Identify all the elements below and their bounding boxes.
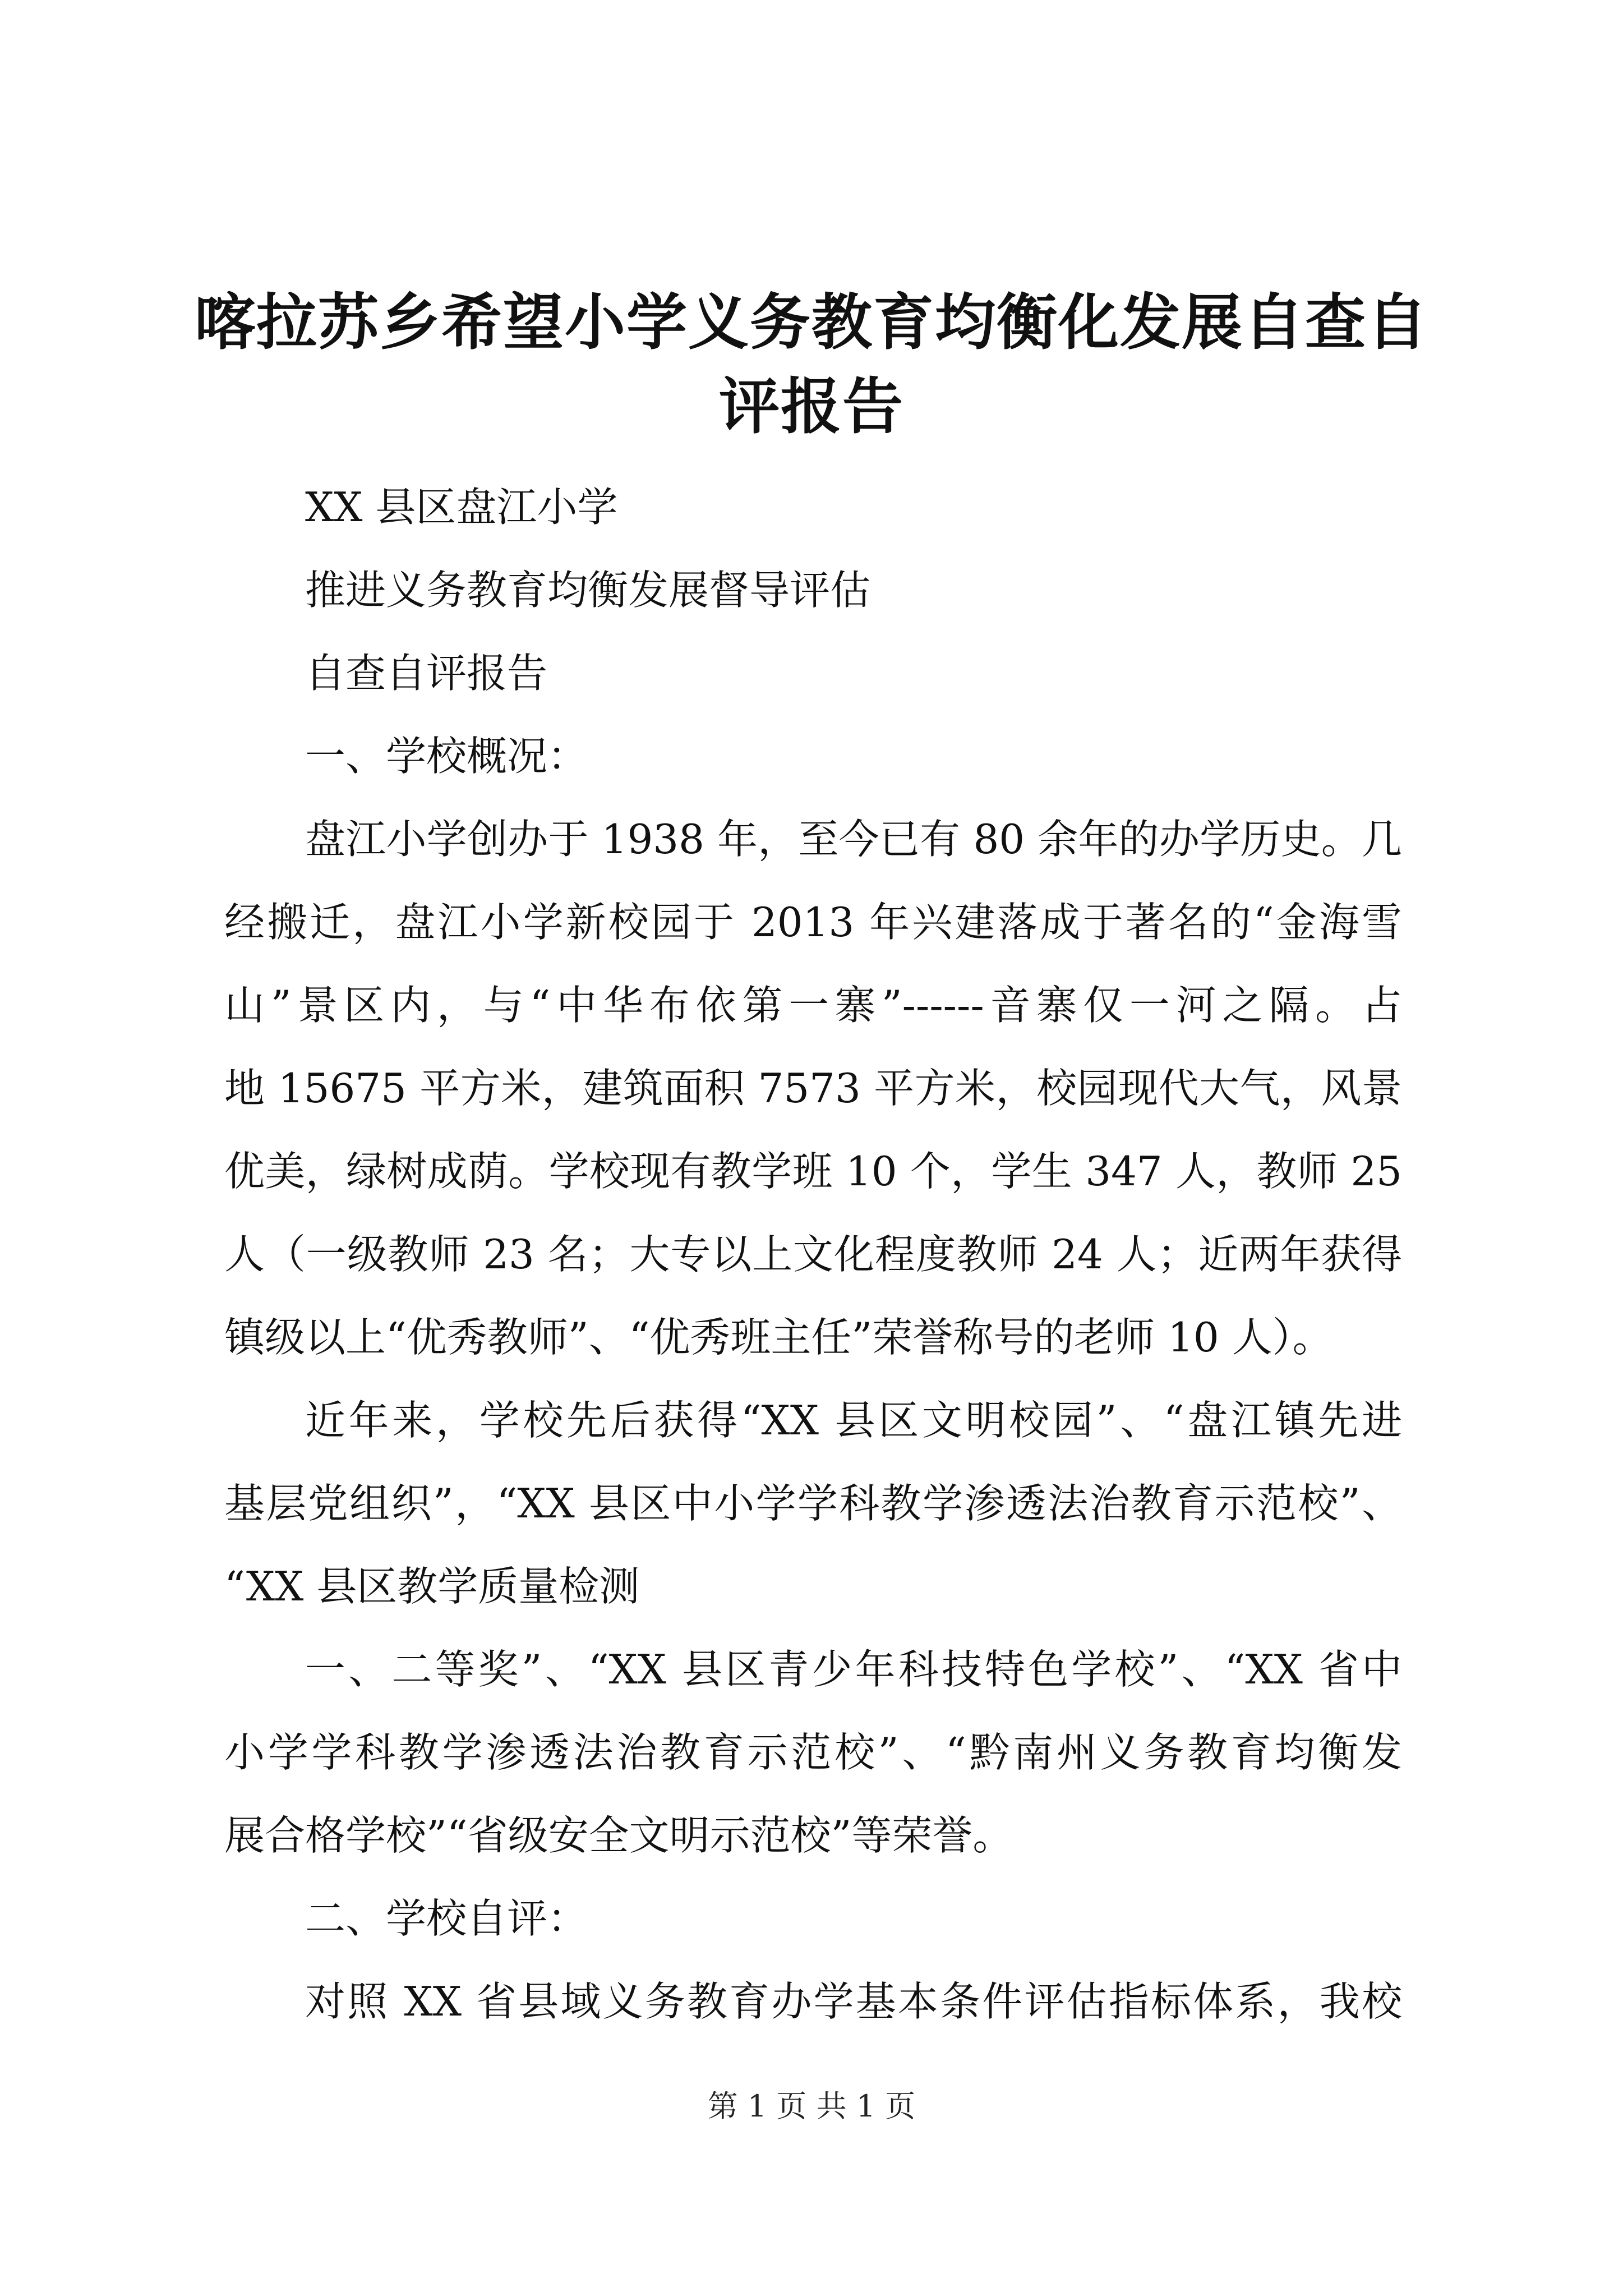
body-line: 推进义务教育均衡发展督导评估 [305,567,871,614]
body-line: 人（一级教师 23 名；大专以上文化程度教师 24 人；近两年获得 [224,1231,1402,1278]
body-line: 二、学校自评： [305,1895,588,1942]
body-line: 镇级以上“优秀教师”、“优秀班主任”荣誉称号的老师 10 人）。 [224,1314,1333,1361]
body-line: 对照 XX 省县域义务教育办学基本条件评估指标体系，我校 [305,1978,1402,2025]
body-line: “XX 县区教学质量检测 [224,1563,640,1610]
body-line: 一、学校概况： [305,733,588,780]
body-line: XX 县区盘江小学 [305,484,618,531]
title-line-2: 评报告 [718,371,904,442]
body-line: 近年来，学校先后获得“XX 县区文明校园”、“盘江镇先进 [305,1397,1402,1444]
title-line-1: 喀拉苏乡希望小学义务教育均衡化发展自查自 [194,287,1428,358]
body-line: 小学学科教学渗透法治教育示范校”、“黔南州义务教育均衡发 [224,1729,1402,1776]
body-line: 展合格学校”“省级安全文明示范校”等荣誉。 [224,1812,1013,1859]
body-line: 优美，绿树成荫。学校现有教学班 10 个，学生 347 人，教师 25 [224,1148,1402,1195]
body-line: 一、二等奖”、“XX 县区青少年科技特色学校”、“XX 省中 [305,1646,1402,1693]
body-line: 地 15675 平方米，建筑面积 7573 平方米，校园现代大气，风景 [224,1065,1402,1112]
body-line: 经搬迁，盘江小学新校园于 2013 年兴建落成于著名的“金海雪 [224,899,1402,946]
body-line: 盘江小学创办于 1938 年，至今已有 80 余年的办学历史。几 [305,816,1402,863]
document-body [224,466,1402,2043]
document-title [185,280,1438,449]
body-line: 自查自评报告 [305,650,548,697]
body-line: 山”景区内，与“中华布依第一寨”------音寨仅一河之隔。占 [224,982,1402,1029]
body-line: 基层党组织”，“XX 县区中小学学科教学渗透法治教育示范校”、 [224,1480,1402,1527]
page-footer: 第 1 页 共 1 页 [707,2088,916,2124]
